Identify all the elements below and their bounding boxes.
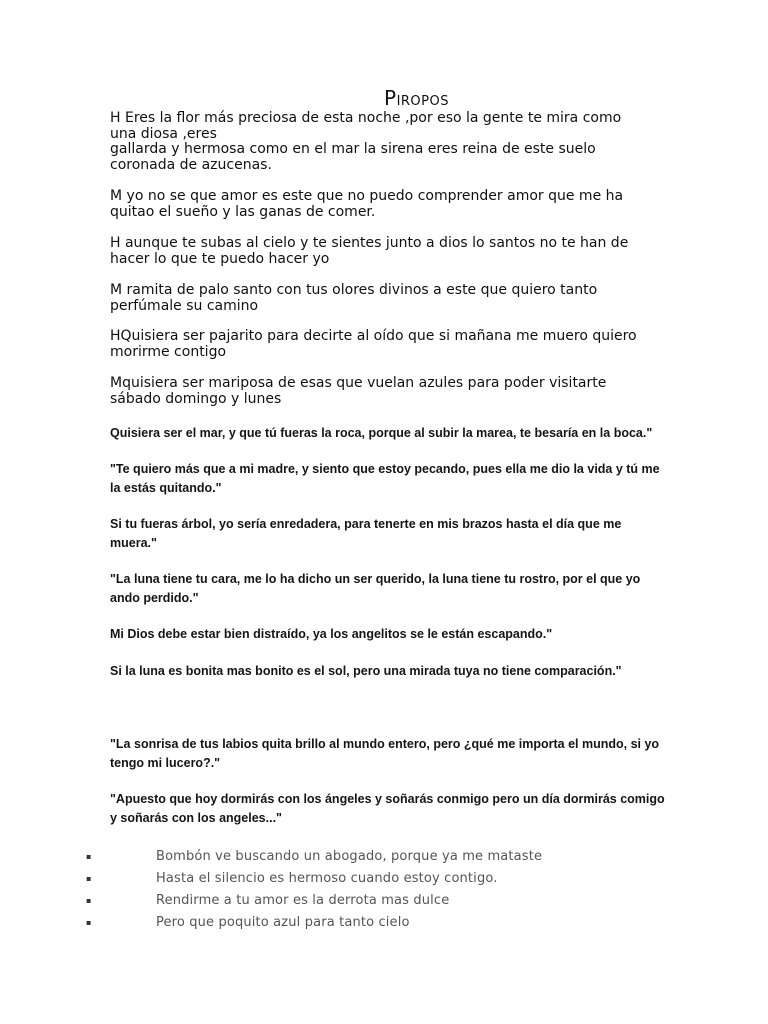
- bold-paragraph-4: "La luna tiene tu cara, me lo ha dicho un ser querido, la luna tiene tu rostro, por el que yo ando perdido.": [110, 572, 641, 605]
- page-title: [384, 86, 449, 110]
- list-item: [86, 868, 686, 890]
- bullet-text: Bombón ve buscando un abogado, porque ya me mataste: [156, 849, 543, 864]
- title-capital: P: [384, 86, 397, 110]
- bold-paragraph-1: Quisiera ser el mar, y que tú fueras la roca, porque al subir la marea, te besaría en la boca.": [110, 426, 653, 440]
- title-rest: IROPOS: [396, 94, 449, 109]
- bullet-marker: ▪: [86, 918, 92, 927]
- bullet-list: [86, 846, 686, 934]
- paragraph-6: Mquisiera ser mariposa de esas que vuelan azules para poder visitarte sábado domingo y lunes: [110, 375, 607, 407]
- bold-paragraph-2: "Te quiero más que a mi madre, y siento que estoy pecando, pues ella me dio la vida y tú me la estás quitando.": [110, 462, 660, 495]
- paragraph-5: HQuisiera ser pajarito para decirte al oído que si mañana me muero quiero morirme contigo: [110, 328, 637, 360]
- bullet-text: Hasta el silencio es hermoso cuando estoy contigo.: [156, 871, 498, 886]
- bold-paragraph-5: Mi Dios debe estar bien distraído, ya los angelitos se le están escapando.": [110, 627, 553, 641]
- paragraph-1: H Eres la flor más preciosa de esta noche ,por eso la gente te mira como una diosa ,eres gallarda y hermosa como en el mar la sirena eres reina de este suelo coronada de azucenas.: [110, 110, 622, 173]
- bullet-text: Rendirme a tu amor es la derrota mas dulce: [156, 893, 450, 908]
- list-item: [86, 890, 686, 912]
- bullet-marker: ▪: [86, 896, 92, 905]
- list-item: [86, 846, 686, 868]
- bold-paragraph-8: "Apuesto que hoy dormirás con los ángeles y soñarás conmigo pero un día dormirás comigo y soñarás con los angeles...": [110, 792, 665, 825]
- bold-paragraph-7: "La sonrisa de tus labios quita brillo al mundo entero, pero ¿qué me importa el mundo, si yo tengo mi lucero?.": [110, 737, 660, 770]
- bullet-marker: ▪: [86, 852, 92, 861]
- list-item: [86, 912, 686, 934]
- paragraph-3: H aunque te subas al cielo y te sientes junto a dios lo santos no te han de hacer lo que te puedo hacer yo: [110, 235, 629, 267]
- bold-paragraph-3: Si tu fueras árbol, yo sería enredadera, para tenerte en mis brazos hasta el día que me muera.": [110, 517, 622, 550]
- bullet-marker: ▪: [86, 874, 92, 883]
- paragraph-2: M yo no se que amor es este que no puedo comprender amor que me ha quitao el sueño y las ganas de comer.: [110, 188, 624, 220]
- bullet-text: Pero que poquito azul para tanto cielo: [156, 915, 410, 930]
- bold-paragraph-6: Si la luna es bonita mas bonito es el sol, pero una mirada tuya no tiene comparación.": [110, 664, 622, 678]
- paragraph-4: M ramita de palo santo con tus olores divinos a este que quiero tanto perfúmale su camino: [110, 282, 598, 314]
